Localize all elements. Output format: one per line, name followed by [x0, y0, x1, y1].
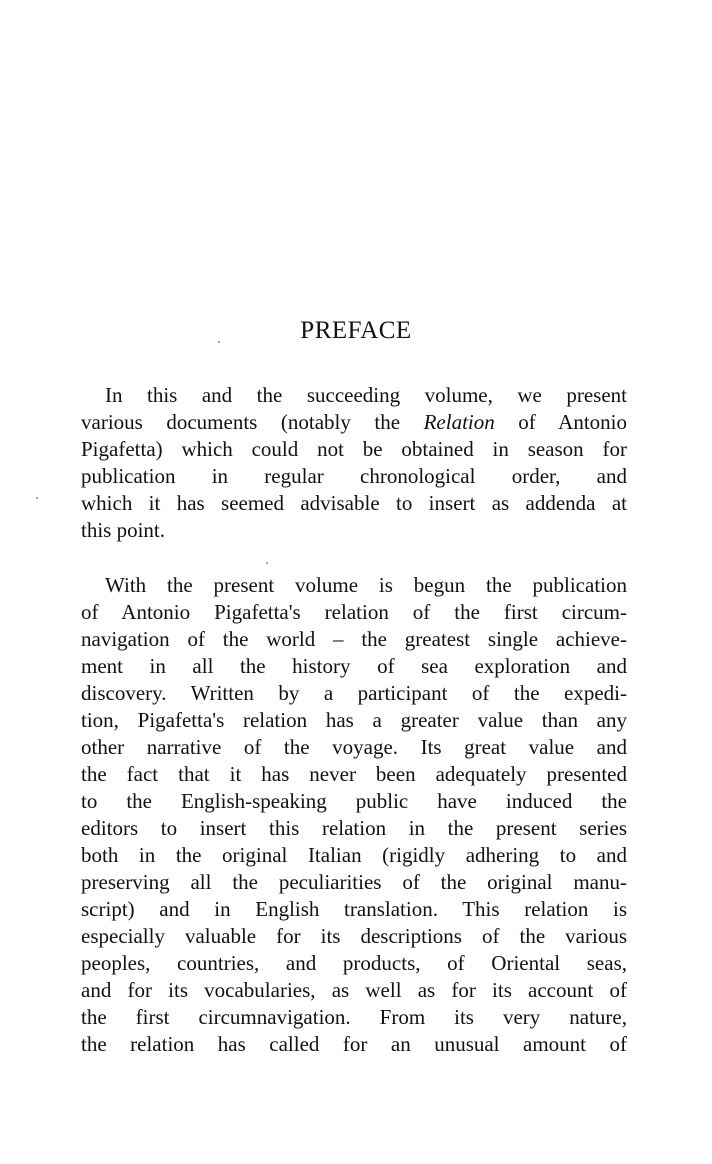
text-fragment: of Antonio	[494, 410, 627, 434]
text-line: the fact that it has never been adequately presented	[81, 762, 627, 786]
text-line: publication in regular chronological order, and	[81, 464, 627, 488]
text-line-with-italic	[81, 409, 627, 436]
text-line: script) and in English translation. This relation is	[81, 897, 627, 921]
text-line: Pigafetta) which could not be obtained in season for	[81, 437, 627, 461]
text-line: the relation has called for an unusual amount of	[81, 1032, 627, 1056]
page-title: PREFACE	[300, 317, 412, 344]
text-line: navigation of the world – the greatest single achieve-	[81, 627, 627, 651]
text-line: the first circumnavigation. From its very nature,	[81, 1005, 627, 1029]
italic-title: Relation	[423, 410, 495, 434]
text-line: and for its vocabularies, as well as for its account of	[81, 978, 627, 1002]
paragraph-intro	[81, 382, 627, 544]
text-line: ment in all the history of sea exploration and	[81, 654, 627, 678]
text-fragment: various documents (notably the	[81, 410, 424, 434]
scan-speck	[218, 341, 220, 343]
text-line: preserving all the peculiarities of the original manu-	[81, 870, 627, 894]
text-line: With the present volume is begun the publication	[105, 573, 627, 597]
text-line: peoples, countries, and products, of Oriental seas,	[81, 951, 627, 975]
text-line: other narrative of the voyage. Its great value and	[81, 735, 627, 759]
paragraph-pigafetta	[81, 572, 627, 1058]
text-line: especially valuable for its descriptions of the various	[81, 924, 627, 948]
text-line: which it has seemed advisable to insert as addenda at	[81, 491, 627, 515]
scan-speck	[36, 497, 38, 499]
text-line: to the English-speaking public have induced the	[81, 789, 627, 813]
text-line: this point.	[81, 518, 166, 542]
text-line: of Antonio Pigafetta's relation of the first circum-	[81, 600, 627, 624]
text-line: editors to insert this relation in the present series	[81, 816, 627, 840]
text-line: discovery. Written by a participant of the expedi-	[81, 681, 627, 705]
scan-speck	[266, 562, 268, 564]
text-line: both in the original Italian (rigidly adhering to and	[81, 843, 627, 867]
text-line: In this and the succeeding volume, we present	[105, 383, 627, 407]
text-line: tion, Pigafetta's relation has a greater value than any	[81, 708, 627, 732]
